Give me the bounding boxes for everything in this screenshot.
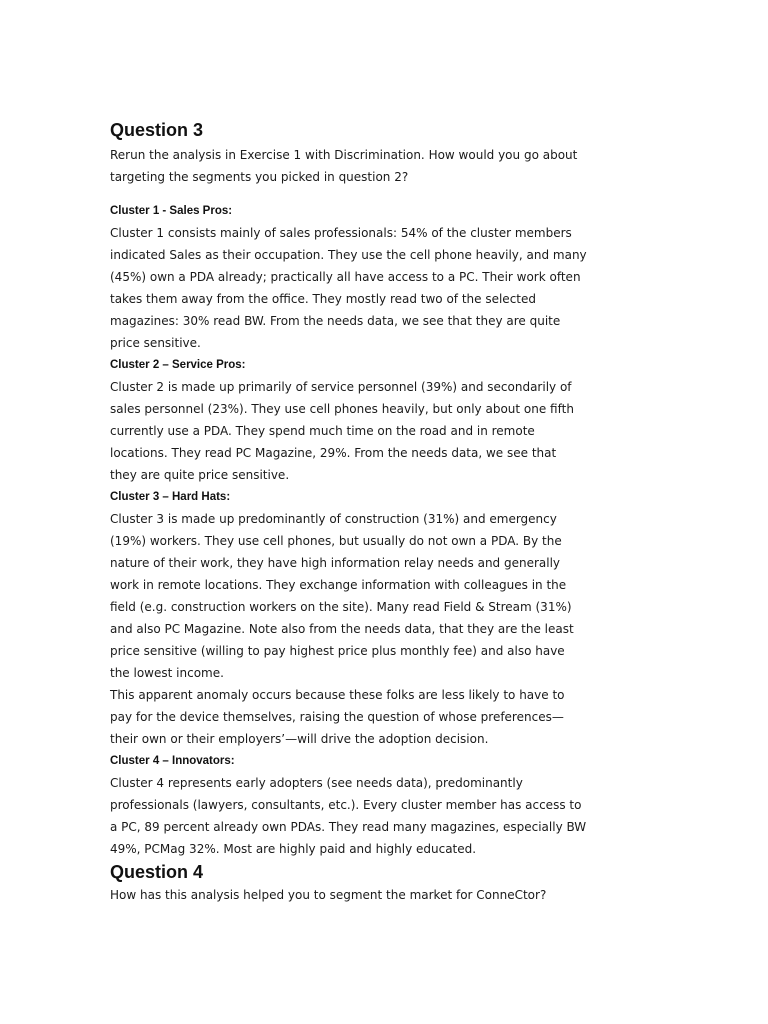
text-line: work in remote locations. They exchange information with colleagues in the [110,578,567,592]
text-line: (45%) own a PDA already; practically all have access to a PC. Their work often [110,270,581,284]
cluster-4-section [110,750,750,860]
cluster-2-body [110,376,750,486]
text-line: locations. They read PC Magazine, 29%. From the needs data, we see that [110,446,557,460]
text-line: field (e.g. construction workers on the site). Many read Field & Stream (31%) [110,600,572,614]
text-line: price sensitive (willing to pay highest price plus monthly fee) and also have [110,644,565,658]
text-line: Cluster 4 represents early adopters (see needs data), predominantly [110,776,523,790]
cluster-2-heading: Cluster 2 – Service Pros: [110,359,246,371]
text-line: Cluster 3 is made up predominantly of construction (31%) and emergency [110,512,557,526]
cluster-1-heading: Cluster 1 - Sales Pros: [110,205,233,217]
document-page [110,118,750,906]
text-line: a PC, 89 percent already own PDAs. They read many magazines, especially BW [110,820,587,834]
text-line: currently use a PDA. They spend much time on the road and in remote [110,424,535,438]
cluster-4-heading: Cluster 4 – Innovators: [110,755,235,767]
text-line: they are quite price sensitive. [110,468,290,482]
text-line: This apparent anomaly occurs because these folks are less likely to have to [110,688,565,702]
text-line: price sensitive. [110,336,201,350]
text-line: their own or their employers’—will drive the adoption decision. [110,732,489,746]
text-line: takes them away from the office. They mostly read two of the selected [110,292,536,306]
text-line: pay for the device themselves, raising the question of whose preferences— [110,710,564,724]
text-line: Rerun the analysis in Exercise 1 with Discrimination. How would you go about [110,148,578,162]
text-line: and also PC Magazine. Note also from the needs data, that they are the least [110,622,574,636]
cluster-2-section [110,354,750,486]
text-line: 49%, PCMag 32%. Most are highly paid and highly educated. [110,842,477,856]
cluster-4-body [110,772,750,860]
text-line: How has this analysis helped you to segment the market for ConneCtor? [110,888,547,902]
cluster-1-section [110,200,750,354]
text-line: Cluster 1 consists mainly of sales professionals: 54% of the cluster members [110,226,572,240]
text-line: targeting the segments you picked in question 2? [110,170,409,184]
question-4-prompt [110,884,750,906]
cluster-3-body [110,508,750,750]
text-line: professionals (lawyers, consultants, etc.). Every cluster member has access to [110,798,582,812]
text-line: sales personnel (23%). They use cell phones heavily, but only about one fifth [110,402,574,416]
question-4-title: Question 4 [110,862,204,882]
text-line: (19%) workers. They use cell phones, but usually do not own a PDA. By the [110,534,562,548]
text-line: magazines: 30% read BW. From the needs data, we see that they are quite [110,314,561,328]
cluster-3-section [110,486,750,750]
text-line: Cluster 2 is made up primarily of service personnel (39%) and secondarily of [110,380,572,394]
text-line: indicated Sales as their occupation. They use the cell phone heavily, and many [110,248,587,262]
cluster-3-heading: Cluster 3 – Hard Hats: [110,491,231,503]
question-3-prompt [110,144,750,188]
text-line: nature of their work, they have high information relay needs and generally [110,556,561,570]
question-3-title: Question 3 [110,120,204,140]
text-line: the lowest income. [110,666,224,680]
cluster-1-body [110,222,750,354]
